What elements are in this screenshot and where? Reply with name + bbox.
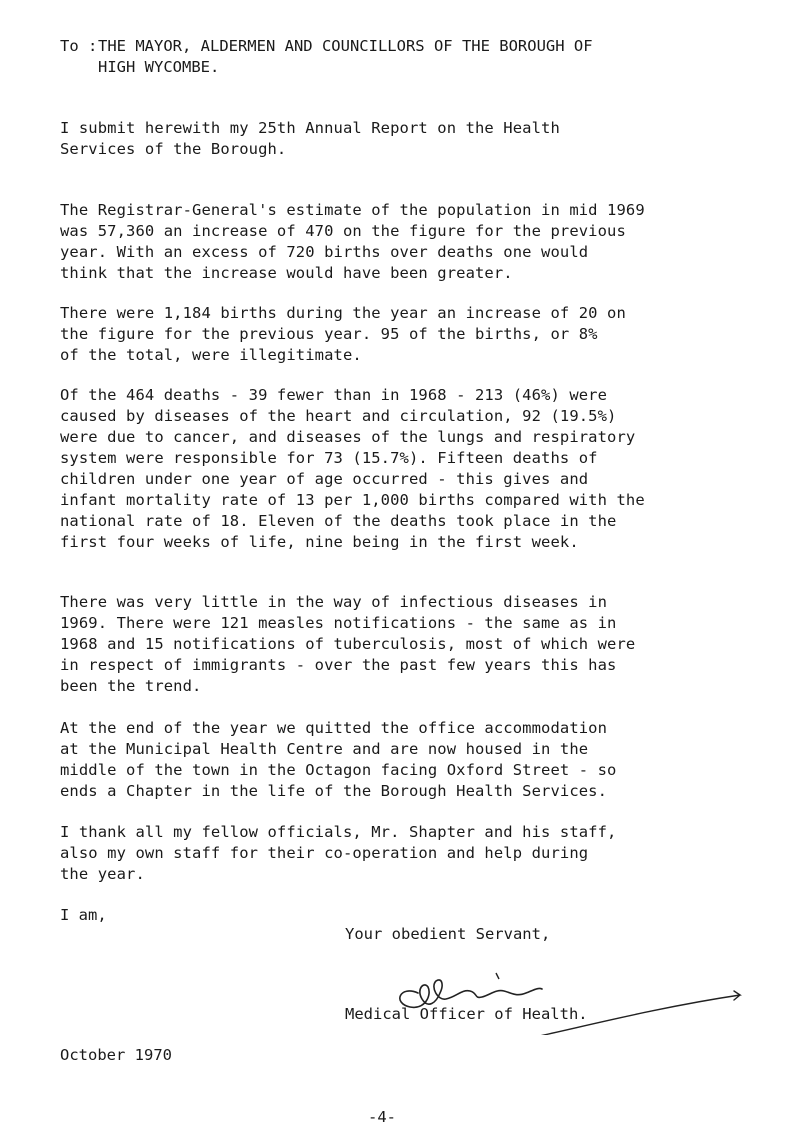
paragraph-deaths: Of the 464 deaths - 39 fewer than in 1968 - 213 (46%) were caused by diseases of the heart and circulation, 92 (19.5%) were due to cancer, and diseases of the lungs and respiratory system were responsible for 73 (15.7%). Fifteen deaths of children under one year of age occurred - this gives and infant mortality rate of 13 per 1,000 births compared with the national rate of 18. Eleven of the deaths took place in the first four weeks of life, nine being in the first week. — [60, 386, 645, 551]
closing-title: Medical Officer of Health. — [345, 1005, 588, 1023]
signature-mark — [370, 955, 750, 1035]
address-prefix: To : — [60, 37, 98, 55]
closing-servant: Your obedient Servant, — [345, 925, 551, 943]
paragraph-intro: I submit herewith my 25th Annual Report on the Health Services of the Borough. — [60, 119, 560, 158]
page-number: -4- — [368, 1108, 396, 1126]
paragraph-office-move: At the end of the year we quitted the office accommodation at the Municipal Health Centre and are now housed in the middle of the town in the Octagon facing Oxford Street - so ends a Chapter in the life of the Borough Health Services. — [60, 719, 617, 800]
paragraph-births: There were 1,184 births during the year an increase of 20 on the figure for the previous year. 95 of the births, or 8% of the total, were illegitimate. — [60, 304, 626, 364]
closing-i-am: I am, — [60, 906, 107, 924]
paragraph-thanks: I thank all my fellow officials, Mr. Shapter and his staff, also my own staff for their co-operation and help during the year. — [60, 823, 617, 883]
paragraph-population: The Registrar-General's estimate of the population in mid 1969 was 57,360 an increase of 470 on the figure for the previous year. With an excess of 720 births over deaths one would think that the increase would have been greater. — [60, 201, 645, 282]
address-recipient: THE MAYOR, ALDERMEN AND COUNCILLORS OF THE BOROUGH OF HIGH WYCOMBE. — [98, 37, 593, 76]
paragraph-infectious-diseases: There was very little in the way of infectious diseases in 1969. There were 121 measles notifications - the same as in 1968 and 15 notifications of tuberculosis, most of which were in respect of immigrants - over the past few years this has been the trend. — [60, 593, 636, 695]
report-date: October 1970 — [60, 1046, 172, 1064]
